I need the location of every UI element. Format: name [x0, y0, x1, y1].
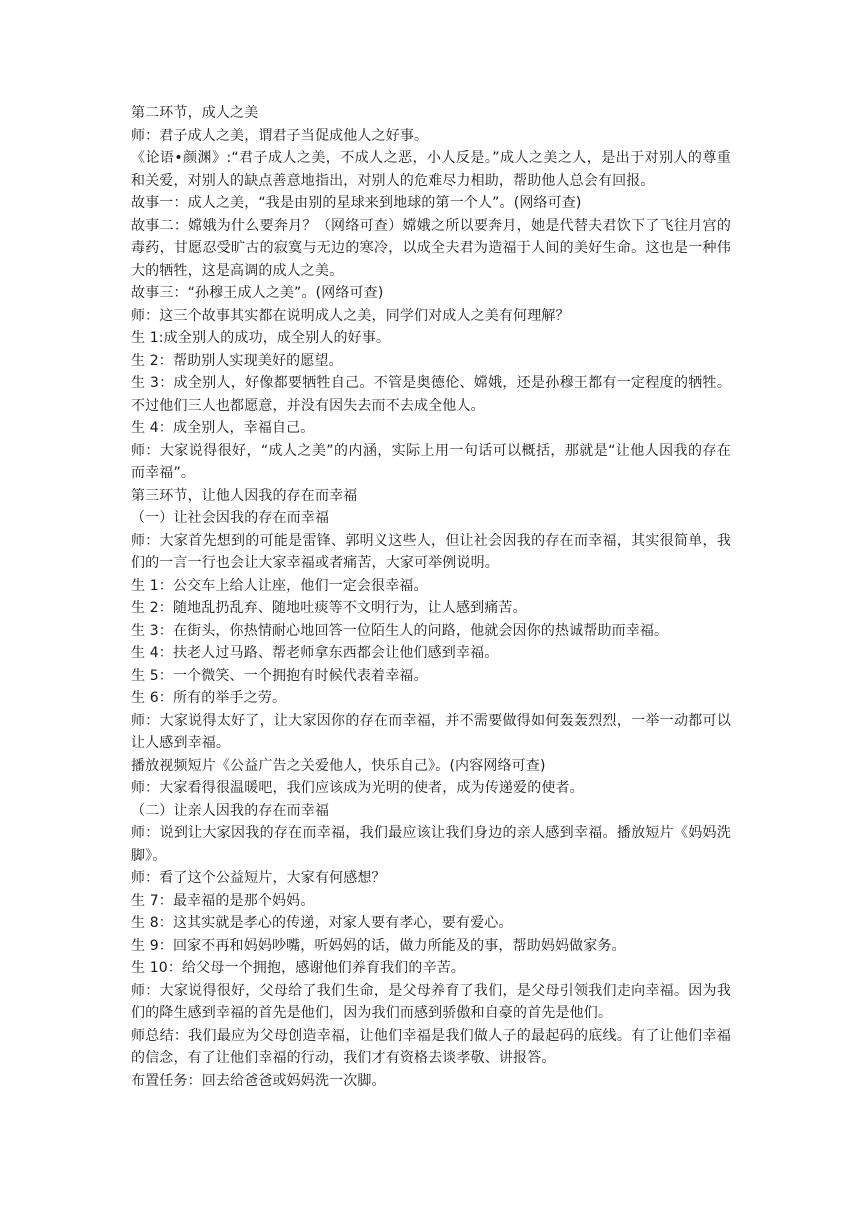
- paragraph: 生 6：所有的举手之劳。: [131, 690, 287, 706]
- paragraph: 师总结：我们最应为父母创造幸福，让他们幸福是我们做人子的最起码的底线。有了让他们幸福的信念，有了让他们幸福的行动，我们才有资格去谈孝敬、讲报答。: [131, 1027, 731, 1066]
- paragraph: 生 4：扶老人过马路、帮老师拿东西都会让他们感到幸福。: [131, 645, 499, 661]
- paragraph: 播放视频短片《公益广告之关爱他人，快乐自己》。(内容网络可查): [131, 757, 546, 774]
- paragraph: 生 7：最幸福的是那个妈妈。: [131, 892, 315, 909]
- paragraph: 生 8：这其实就是孝心的传递，对家人要有孝心，要有爱心。: [131, 915, 513, 931]
- section-heading: 第三环节，让他人因我的存在而幸福: [131, 487, 358, 504]
- paragraph: 师：大家说得很好，“成人之美”的内涵，实际上用一句话可以概括，那就是“让他人因我的存在而幸福”。: [131, 442, 731, 481]
- paragraph: 师：说到让大家因我的存在而幸福，我们最应该让我们身边的亲人感到幸福。播放短片《妈妈洗脚》。: [131, 825, 731, 864]
- paragraph: 师：君子成人之美，谓君子当促成他人之好事。: [131, 127, 429, 144]
- paragraph: 故事二：嫦娥为什么要奔月？（网络可查）嫦娥之所以要奔月，她是代替夫君饮下了飞往月宫的毒药，甘愿忍受旷古的寂寞与无边的寒冷，以成全夫君为造福于人间的美好生命。这也是一种伟大的牺牲，这是高调的成人之美。: [131, 217, 731, 279]
- section-heading: 第二环节，成人之美: [131, 105, 259, 121]
- subsection-heading: （一）让社会因我的存在而幸福: [131, 510, 330, 526]
- subsection-heading: （二）让亲人因我的存在而幸福: [131, 802, 330, 819]
- document-page: [131, 102, 731, 1092]
- paragraph: 生 3：成全别人，好像都要牺牲自己。不管是奥德伦、嫦娥，还是孙穆王都有一定程度的牺牲。不过他们三人也都愿意，并没有因失去而不去成全他人。: [131, 375, 731, 414]
- paragraph: 生 1:成全别人的成功，成全别人的好事。: [131, 330, 391, 346]
- paragraph: 师：大家说得太好了，让大家因你的存在而幸福，并不需要做得如何轰轰烈烈，一举一动都可以让人感到幸福。: [131, 712, 731, 751]
- paragraph: 师：大家说得很好，父母给了我们生命，是父母养育了我们，是父母引领我们走向幸福。因为我们的降生感到幸福的首先是他们，因为我们而感到骄傲和自豪的首先是他们。: [131, 982, 731, 1021]
- paragraph: 生 9：回家不再和妈妈吵嘴，听妈妈的话，做力所能及的事，帮助妈妈做家务。: [131, 937, 626, 954]
- paragraph: 生 2：随地乱扔乱弃、随地吐痰等不文明行为，让人感到痛苦。: [131, 600, 527, 616]
- paragraph: 生 1：公交车上给人让座，他们一定会很幸福。: [131, 577, 428, 594]
- paragraph: 生 3：在街头，你热情耐心地回答一位陌生人的问路，他就会因你的热诚帮助而幸福。: [131, 622, 669, 639]
- paragraph: 生 10：给父母一个拥抱，感谢他们养育我们的辛苦。: [131, 960, 466, 976]
- paragraph: 布置任务：回去给爸爸或妈妈洗一次脚。: [131, 1072, 386, 1089]
- paragraph: 故事三：“孙穆王成人之美”。(网络可查): [131, 285, 384, 301]
- paragraph: 故事一：成人之美，“我是由别的星球来到地球的第一个人”。(网络可查): [131, 195, 582, 211]
- paragraph: 师：大家看得很温暖吧，我们应该成为光明的使者，成为传递爱的使者。: [131, 780, 584, 796]
- paragraph: 师：大家首先想到的可能是雷锋、郭明义这些人，但让社会因我的存在而幸福，其实很简单，我们的一言一行也会让大家幸福或者痛苦，大家可举例说明。: [131, 532, 731, 571]
- paragraph: 师：这三个故事其实都在说明成人之美，同学们对成人之美有何理解？: [131, 307, 570, 324]
- paragraph: 师：看了这个公益短片，大家有何感想？: [131, 870, 386, 886]
- paragraph: 生 2：帮助别人实现美好的愿望。: [131, 352, 343, 369]
- paragraph: 生 5：一个微笑、一个拥抱有时候代表着幸福。: [131, 667, 428, 684]
- paragraph: 生 4：成全别人，幸福自己。: [131, 420, 315, 436]
- paragraph: 《论语•颜渊》:“君子成人之美，不成人之恶，小人反是。”成人之美之人，是出于对别人的尊重和关爱，对别人的缺点善意地指出，对别人的危难尽力相助，帮助他人总会有回报。: [131, 150, 731, 189]
